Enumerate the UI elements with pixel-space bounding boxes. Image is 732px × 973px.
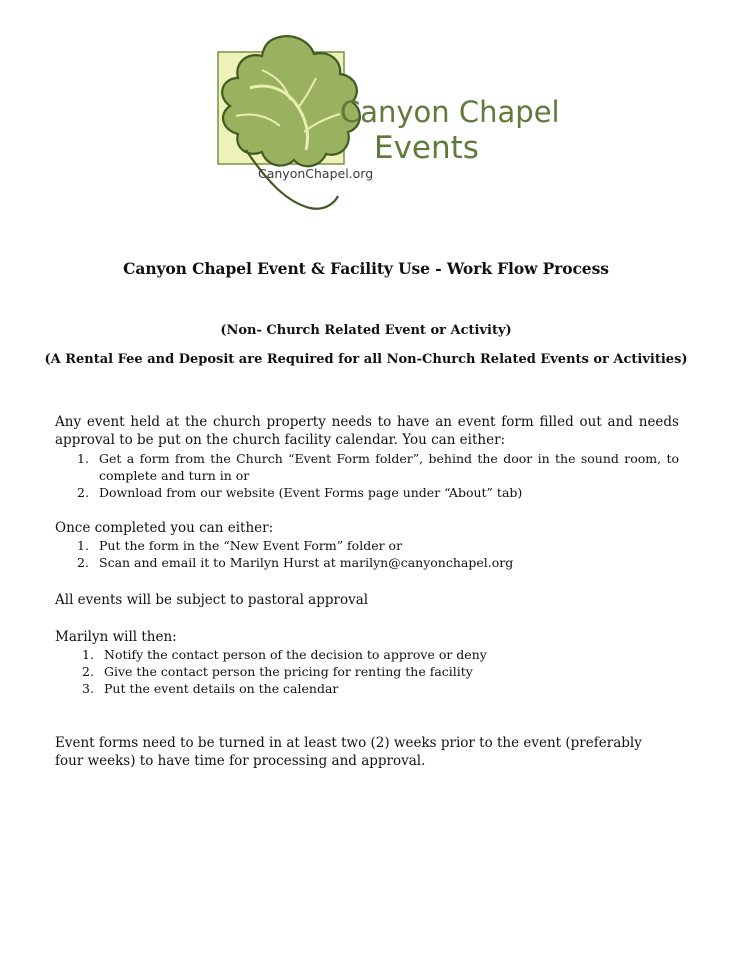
subtitle-non-church: (Non- Church Related Event or Activity) [220,323,512,338]
marilyn-steps-list [82,646,679,697]
subtitle-rental-fee: (A Rental Fee and Deposit are Required for all Non-Church Related Events or Activities) [44,352,688,367]
list-number: 1. [77,451,89,466]
list-item [82,680,679,697]
list-number: 2. [77,555,89,570]
closing-paragraph: Event forms need to be turned in at least two (2) weeks prior to the event (preferably four weeks) to have time for processing and approval. [55,735,642,769]
list-text: Notify the contact person of the decision to approve or deny [104,647,487,662]
logo-url: CanyonChapel.org [258,166,374,181]
list-number: 1. [82,647,94,662]
pastoral-approval-text: All events will be subject to pastoral approval [55,592,369,608]
marilyn-text: Marilyn will then: [55,629,177,645]
list-number: 3. [82,681,94,696]
list-text: Scan and email it to Marilyn Hurst at marilyn@canyonchapel.org [99,555,514,570]
list-text: Get a form from the Church “Event Form folder”, behind the door in the sound room, to complete and turn in or [99,451,679,483]
logo-line2: Events [374,130,479,166]
list-item [82,646,679,663]
canyon-chapel-events-logo [206,30,560,220]
page-title: Canyon Chapel Event & Facility Use - Work Flow Process [123,259,609,278]
intro-paragraph: Any event held at the church property needs to have an event form filled out and needs approval to be put on the church facility calendar. You can either: [55,414,679,448]
option-list [77,450,679,501]
once-completed-text: Once completed you can either: [55,520,274,536]
list-number: 2. [77,485,89,500]
list-item [77,450,679,484]
list-item [82,663,679,680]
list-number: 2. [82,664,94,679]
list-text: Put the form in the “New Event Form” folder or [99,538,403,553]
list-item [77,554,679,571]
list-item [77,484,679,501]
list-text: Give the contact person the pricing for renting the facility [104,664,473,679]
list-number: 1. [77,538,89,553]
list-text: Download from our website (Event Forms page under “About” tab) [99,485,523,500]
submit-list [77,537,679,571]
list-text: Put the event details on the calendar [104,681,339,696]
logo-line1: Canyon Chapel [340,95,560,129]
list-item [77,537,679,554]
